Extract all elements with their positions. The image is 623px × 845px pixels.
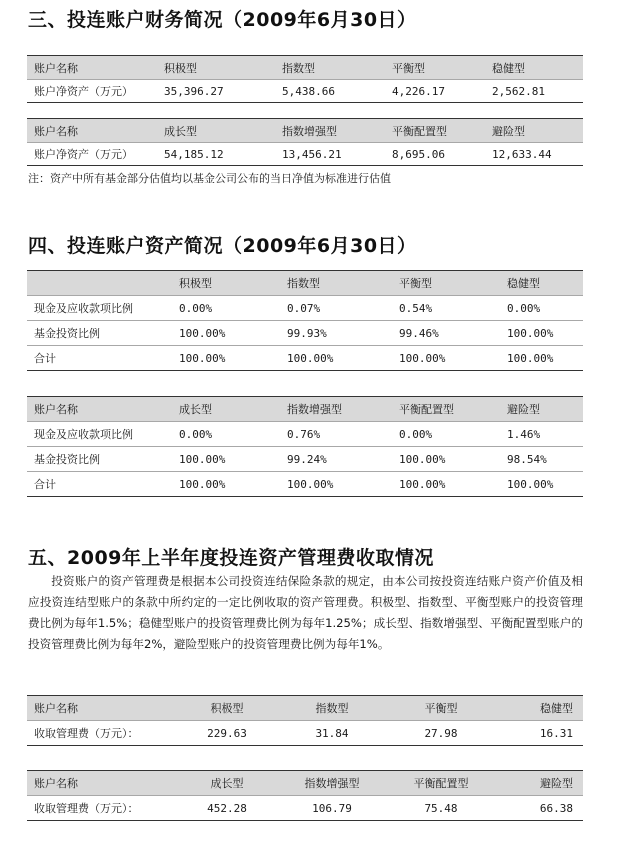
header-cell: 积极型 (172, 271, 280, 296)
header-cell: 避险型 (495, 771, 583, 796)
table-cell: 75.48 (387, 796, 495, 821)
table-row (27, 721, 583, 746)
table-cell: 16.31 (495, 721, 583, 746)
table-cell: 99.24% (280, 447, 392, 472)
table-cell: 0.00% (172, 296, 280, 321)
header-cell: 避险型 (485, 119, 583, 143)
row-label: 现金及应收款项比例 (27, 296, 172, 321)
section4-table2 (27, 396, 583, 497)
table-cell: 2,562.81 (485, 80, 583, 103)
table-cell: 106.79 (277, 796, 387, 821)
header-cell: 成长型 (177, 771, 277, 796)
header-cell: 成长型 (172, 397, 280, 422)
header-cell: 稳健型 (500, 271, 583, 296)
table-cell: 100.00% (392, 447, 500, 472)
table-cell: 13,456.21 (275, 143, 385, 166)
row-label: 合计 (27, 472, 172, 497)
table-row (27, 346, 583, 371)
header-cell: 指数增强型 (277, 771, 387, 796)
table-row (27, 296, 583, 321)
header-cell: 平衡配置型 (385, 119, 485, 143)
valuation-note: 注：资产中所有基金部分估值均以基金公司公布的当日净值为标准进行估值 (28, 172, 391, 185)
table-cell: 35,396.27 (157, 80, 275, 103)
header-cell: 积极型 (177, 696, 277, 721)
table-row (27, 422, 583, 447)
table-cell: 229.63 (177, 721, 277, 746)
table-cell: 5,438.66 (275, 80, 385, 103)
table-header-row (27, 397, 583, 422)
header-cell: 指数型 (277, 696, 387, 721)
table-row (27, 796, 583, 821)
row-label: 收取管理费（万元）： (27, 796, 177, 821)
header-cell: 指数增强型 (275, 119, 385, 143)
header-cell: 账户名称 (27, 771, 177, 796)
management-fee-paragraph: 投资账户的资产管理费是根据本公司投资连结保险条款的规定，由本公司按投资连结账户资产价值及相应投资连结型账户的条款中所约定的一定比例收取的资产管理费。积极型、指数型、平衡型账户的投资管理费比例为每年1.5%；稳健型账户的投资管理费比例为每年1.25%；成长型、指数增强型、平衡配置型账户的投资管理费比例为每年2%，避险型账户的投资管理费比例为每年1%。 (28, 574, 583, 651)
header-cell: 账户名称 (27, 696, 177, 721)
header-cell: 指数型 (280, 271, 392, 296)
table-cell: 100.00% (500, 472, 583, 497)
header-cell: 稳健型 (485, 56, 583, 80)
row-label: 收取管理费（万元）： (27, 721, 177, 746)
table-cell: 0.00% (172, 422, 280, 447)
header-cell: 平衡型 (387, 696, 495, 721)
header-cell: 积极型 (157, 56, 275, 80)
header-cell: 指数型 (275, 56, 385, 80)
table-cell: 27.98 (387, 721, 495, 746)
table-cell: 0.00% (392, 422, 500, 447)
table-cell: 31.84 (277, 721, 387, 746)
header-cell: 平衡配置型 (387, 771, 495, 796)
table-cell: 0.07% (280, 296, 392, 321)
table-cell: 54,185.12 (157, 143, 275, 166)
table-cell: 100.00% (172, 472, 280, 497)
table-cell: 12,633.44 (485, 143, 583, 166)
header-cell: 稳健型 (495, 696, 583, 721)
header-cell: 账户名称 (27, 119, 157, 143)
table-cell: 4,226.17 (385, 80, 485, 103)
table-cell: 8,695.06 (385, 143, 485, 166)
table-header-row (27, 119, 583, 143)
section4-table1 (27, 270, 583, 371)
table-header-row (27, 696, 583, 721)
header-cell: 成长型 (157, 119, 275, 143)
header-cell (27, 271, 172, 296)
section3-title: 三、投连账户财务简况（2009年6月30日） (28, 9, 417, 31)
table-cell: 99.46% (392, 321, 500, 346)
table-cell: 100.00% (172, 447, 280, 472)
table-cell: 452.28 (177, 796, 277, 821)
section5-table2 (27, 770, 583, 821)
table-row (27, 472, 583, 497)
table-header-row (27, 271, 583, 296)
section3-table1 (27, 55, 583, 103)
header-cell: 平衡型 (392, 271, 500, 296)
table-cell: 0.76% (280, 422, 392, 447)
table-cell: 100.00% (172, 346, 280, 371)
row-label: 账户净资产（万元） (27, 80, 157, 103)
header-cell: 平衡型 (385, 56, 485, 80)
table-cell: 0.00% (500, 296, 583, 321)
table-cell: 100.00% (500, 346, 583, 371)
table-cell: 100.00% (500, 321, 583, 346)
table-row (27, 143, 583, 166)
row-label: 合计 (27, 346, 172, 371)
table-cell: 98.54% (500, 447, 583, 472)
row-label: 账户净资产（万元） (27, 143, 157, 166)
table-cell: 99.93% (280, 321, 392, 346)
table-header-row (27, 56, 583, 80)
section3-table2 (27, 118, 583, 166)
table-cell: 100.00% (392, 472, 500, 497)
header-cell: 账户名称 (27, 397, 172, 422)
header-cell: 平衡配置型 (392, 397, 500, 422)
table-cell: 0.54% (392, 296, 500, 321)
table-cell: 1.46% (500, 422, 583, 447)
header-cell: 指数增强型 (280, 397, 392, 422)
table-row (27, 447, 583, 472)
table-cell: 100.00% (172, 321, 280, 346)
section5-title: 五、2009年上半年度投连资产管理费收取情况 (28, 547, 434, 569)
table-cell: 100.00% (392, 346, 500, 371)
table-cell: 66.38 (495, 796, 583, 821)
table-cell: 100.00% (280, 472, 392, 497)
table-row (27, 80, 583, 103)
table-cell: 100.00% (280, 346, 392, 371)
row-label: 基金投资比例 (27, 321, 172, 346)
header-cell: 避险型 (500, 397, 583, 422)
section4-title: 四、投连账户资产简况（2009年6月30日） (28, 235, 417, 257)
row-label: 现金及应收款项比例 (27, 422, 172, 447)
header-cell: 账户名称 (27, 56, 157, 80)
table-header-row (27, 771, 583, 796)
table-row (27, 321, 583, 346)
section5-table1 (27, 695, 583, 746)
row-label: 基金投资比例 (27, 447, 172, 472)
